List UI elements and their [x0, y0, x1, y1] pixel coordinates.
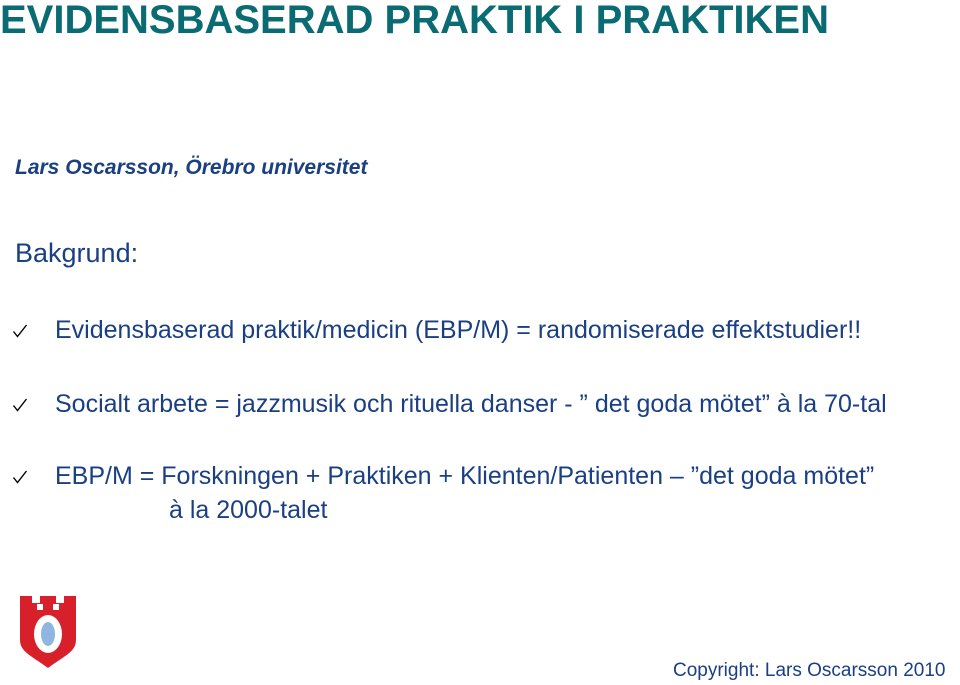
- bullet-text: EBP/M = Forskningen + Praktiken + Klienten/Patienten – ”det goda mötet”: [55, 462, 875, 490]
- copyright-text: Copyright: Lars Oscarsson 2010: [673, 660, 946, 681]
- orebro-university-shield-logo: [18, 594, 78, 670]
- slide-title: EVIDENSBASERAD PRAKTIK I PRAKTIKEN: [0, 0, 829, 42]
- checkmark-icon: [12, 469, 28, 485]
- checkmark-icon: [12, 323, 28, 339]
- author-line: Lars Oscarsson, Örebro universitet: [15, 156, 368, 179]
- bullet-text: Socialt arbete = jazzmusik och rituella danser - ” det goda mötet” à la 70-tal: [55, 390, 887, 418]
- section-heading: Bakgrund:: [15, 238, 139, 268]
- bullet-continuation: à la 2000-talet: [169, 496, 328, 524]
- bullet-text: Evidensbaserad praktik/medicin (EBP/M) = randomiserade effektstudier!!: [55, 316, 862, 344]
- checkmark-icon: [12, 397, 28, 413]
